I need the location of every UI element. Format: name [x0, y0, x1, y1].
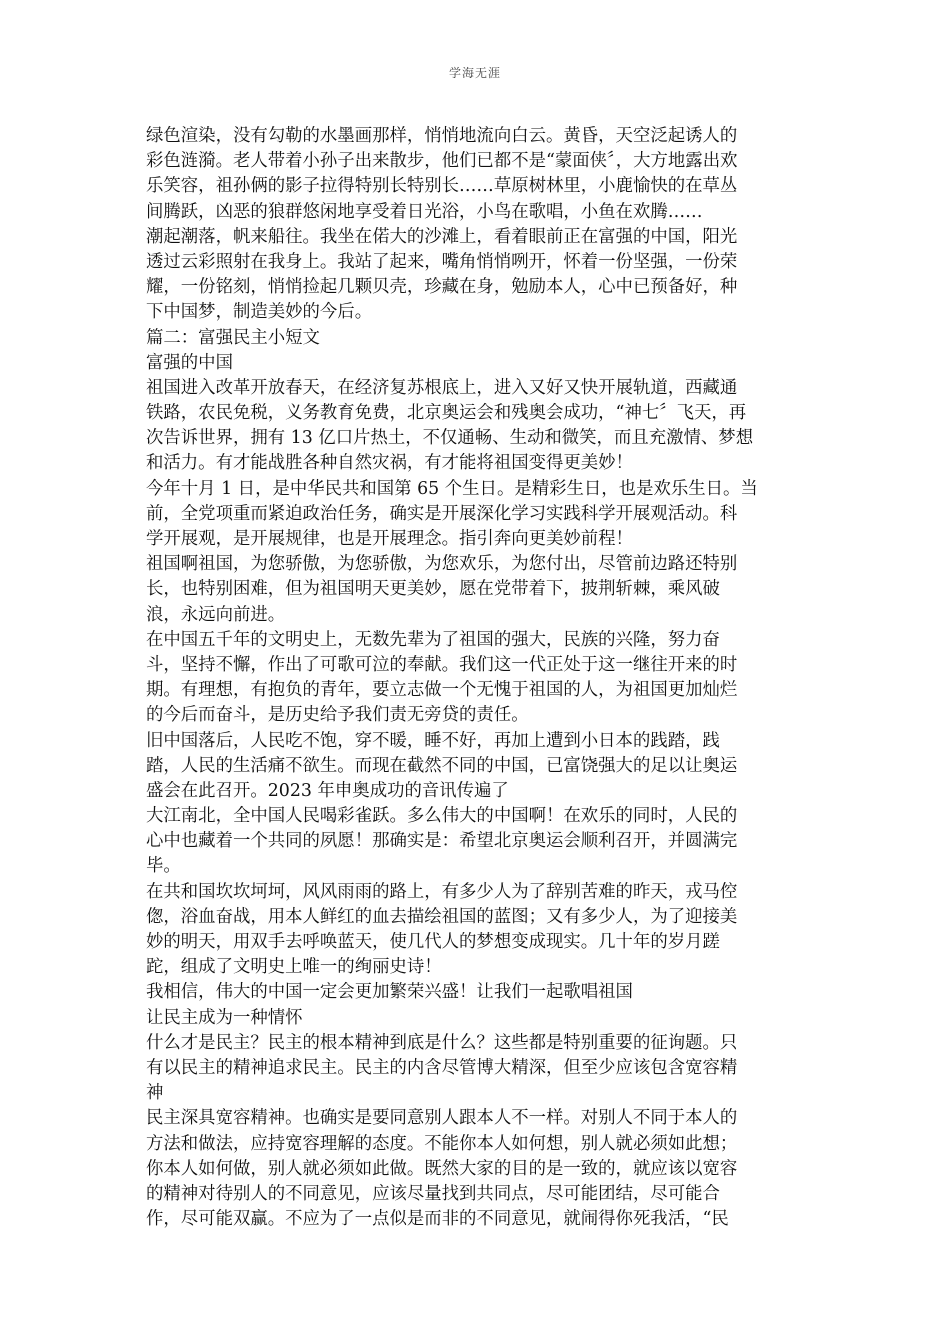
text-line: 次告诉世界，拥有 13 亿口片热土，不仅通畅、生动和微笑，而且充激情、梦想 [146, 428, 754, 449]
text-line: 在共和国坎坎坷坷，风风雨雨的路上，有多少人为了辞别苦难的昨天，戎马倥 [146, 881, 738, 902]
text-line: 踏，人民的生活痛不欲生。而现在截然不同的中国，已富饶强大的足以让奥运 [146, 755, 738, 776]
text-line: 潮起潮落，帆来船往。我坐在偌大的沙滩上，看着眼前正在富强的中国，阳光 [146, 226, 738, 247]
text-line: 绿色渲染，没有勾勒的水墨画那样，悄悄地流向白云。黄昏，天空泛起诱人的 [146, 126, 738, 146]
text-line: 跎，组成了文明史上唯一的绚丽史诗！ [146, 957, 442, 978]
text-line: 下中国梦，制造美妙的今后。 [146, 302, 373, 323]
text-line: 民主深具宽容精神。也确实是要同意别人跟本人不一样。对别人不同于本人的 [146, 1108, 738, 1129]
page-header: 学海无涯 [448, 66, 501, 80]
text-line: 我相信，伟大的中国一定会更加繁荣兴盛！让我们一起歌唱祖国 [146, 982, 633, 1003]
text-line: 的精神对待别人的不同意见，应该尽量找到共同点，尽可能团结，尽可能合 [146, 1183, 720, 1204]
text-line: 斗，坚持不懈，作出了可歌可泣的奉献。我们这一代正处于这一继往开来的时 [146, 654, 738, 675]
text-line: 乐笑容，祖孙俩的影子拉得特别长特别长……草原树林里，小鹿愉快的在草丛 [146, 176, 738, 197]
text-line: 长，也特别困难，但为祖国明天更美妙，愿在党带着下，披荆斩棘，乘风破 [146, 579, 720, 600]
text-line: 篇二：富强民主小短文 [146, 327, 320, 348]
text-line: 毕。 [146, 856, 181, 877]
text-line: 在中国五千年的文明史上，无数先辈为了祖国的强大，民族的兴隆，努力奋 [146, 629, 720, 650]
text-line: 偬，浴血奋战，用本人鲜红的血去描绘祖国的蓝图；又有多少人，为了迎接美 [146, 906, 738, 927]
text-line: 盛会在此召开。2023 年申奥成功的音讯传遍了 [146, 780, 509, 801]
text-line: 有以民主的精神追求民主。民主的内含尽管博大精深，但至少应该包含宽容精 [146, 1057, 738, 1078]
text-line: 间腾跃，凶恶的狼群悠闲地享受着日光浴，小鸟在歌唱，小鱼在欢腾…… [146, 201, 703, 222]
text-line: 今年十月 1 日，是中华民共和国第 65 个生日。是精彩生日，也是欢乐生日。当 [146, 478, 758, 499]
text-line: 铁路，农民免税，义务教育免费，北京奥运会和残奥会成功，“神七〞飞天，再 [146, 403, 747, 424]
text-line: 你本人如何做，别人就必须如此做。既然大家的目的是一致的，就应该以宽容 [146, 1158, 738, 1179]
text-line: 妙的明天，用双手去呼唤蓝天，使几代人的梦想变成现实。几十年的岁月蹉 [146, 932, 720, 952]
text-line: 祖国进入改革开放春天，在经济复苏根底上，进入又好又快开展轨道，西藏通 [146, 377, 738, 398]
text-line: 学开展观，是开展规律，也是开展理念。指引奔向更美妙前程！ [146, 529, 633, 549]
text-line: 神 [146, 1083, 164, 1104]
text-line: 让民主成为一种情怀 [146, 1007, 303, 1028]
text-line: 什么才是民主？民主的根本精神到底是什么？这些都是特别重要的征询题。只 [146, 1032, 738, 1053]
text-line: 前，全党项重而紧迫政治任务，确实是开展深化学习实践科学开展观活动。科 [146, 503, 738, 524]
text-line: 的今后而奋斗，是历史给予我们责无旁贷的责任。 [146, 705, 529, 726]
text-line: 彩色涟漪。老人带着小孙子出来散步，他们已都不是“蒙面侠〞，大方地露出欢 [146, 151, 738, 172]
document-body [146, 124, 810, 1232]
text-line: 富强的中国 [146, 352, 233, 373]
text-line: 耀，一份铭刻，悄悄捡起几颗贝壳，珍藏在身，勉励本人，心中已预备好，种 [146, 277, 738, 298]
text-line: 作，尽可能双赢。不应为了一点似是而非的不同意见，就闹得你死我活，“民 [146, 1209, 729, 1230]
text-line: 祖国啊祖国，为您骄傲，为您骄傲，为您欢乐，为您付出，尽管前边路还特别 [146, 554, 738, 575]
text-line: 方法和做法，应持宽容理解的态度。不能你本人如何想，别人就必须如此想； [146, 1133, 738, 1154]
text-line: 期。有理想，有抱负的青年，要立志做一个无愧于祖国的人，为祖国更加灿烂 [146, 680, 738, 701]
text-line: 心中也藏着一个共同的夙愿！那确实是：希望北京奥运会顺利召开，并圆满完 [146, 831, 738, 852]
text-line: 旧中国落后，人民吃不饱，穿不暖，睡不好，再加上遭到小日本的践踏，践 [146, 730, 720, 751]
text-line: 透过云彩照射在我身上。我站了起来，嘴角悄悄咧开，怀着一份坚强，一份荣 [146, 251, 738, 272]
text-line: 浪，永远向前进。 [146, 604, 286, 625]
text-line: 大江南北，全中国人民喝彩雀跃。多么伟大的中国啊！在欢乐的同时，人民的 [146, 806, 738, 827]
text-line: 和活力。有才能战胜各种自然灾祸，有才能将祖国变得更美妙！ [146, 453, 633, 474]
